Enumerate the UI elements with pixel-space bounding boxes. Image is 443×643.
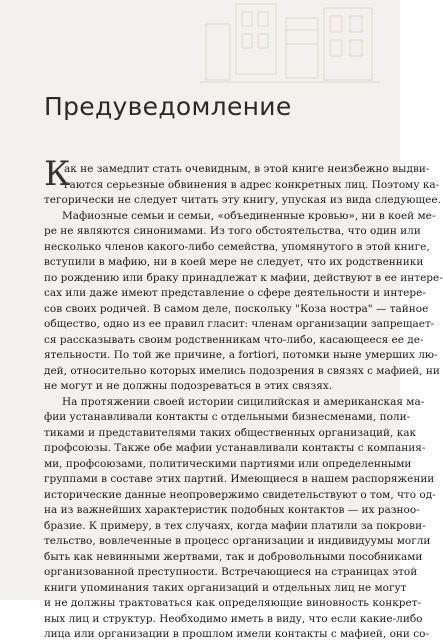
text-line: организованной преступности. Встречающиеся на страницах этой <box>44 566 418 578</box>
text-line: общество, одно из ее правил гласит: членам организации запрещает- <box>44 318 435 330</box>
body-text <box>44 154 443 643</box>
faded-header-illustration <box>0 0 400 105</box>
text-line: не могут и не должны подозреваться в этих связях. <box>44 380 333 392</box>
text-line: ак не замедлит стать очевидным, в этой книге неизбежно выдви- <box>64 163 430 175</box>
text-line: ся рассказывать своим родственникам что-либо, касающееся ее де- <box>44 333 424 346</box>
text-line: исторические данные неопровержимо свидетельствуют о том, что од- <box>44 488 436 501</box>
text-line: ре не являются синонимами. Из того обстоятельства, что один или <box>44 225 421 237</box>
text-line: лица или организации в прошлом имели контакты с мафией, они со- <box>44 628 430 640</box>
text-line: вступили в мафию, ни в коей мере не следует, что их родственники <box>44 256 424 268</box>
text-line: бразие. К примеру, в тех случаях, когда мафии платили за покрови- <box>44 519 426 532</box>
text-line: тиками и представителями таких общественных организаций, как <box>44 426 417 439</box>
text-line: дей, относительно которых имелись подозрения в связях с мафией, ни <box>44 364 440 377</box>
text-line: фии устанавливали контакты с отдельными бизнесменами, поли- <box>44 411 411 423</box>
text-line: профсоюзы. Также обе мафии устанавливали контакты с компания- <box>44 442 426 454</box>
text-line: по рождению или браку принадлежат к мафии, действуют в ее интере- <box>44 271 443 284</box>
text-line: гаются серьезные обвинения в адрес конкретных лиц. Поэтому ка- <box>64 178 440 191</box>
text-line: сов своих родичей. В самом деле, поскольку "Коза ностра" — тайное <box>44 302 429 315</box>
text-line: тельство, вовлеченные в процесс организации и индивидуумы могли <box>44 535 431 547</box>
text-line: тегорически не следует читать эту книгу, упуская из вида следующее. <box>44 194 441 206</box>
page-heading: Предуведомление <box>44 92 292 121</box>
text-line: На протяжении своей истории сицилийская и американская ма- <box>62 395 425 408</box>
drop-cap: К <box>44 154 71 194</box>
text-line: ных лиц и структур. Необходимо иметь в виду, что если какие-либо <box>44 612 423 625</box>
text-line: сах или даже имеют представление о сфере деятельности и интере- <box>44 287 426 299</box>
text-line: группами в составе этих партий. Имеющиеся в нашем распоряжении <box>44 473 435 485</box>
text-line: ятельности. По той же причине, a fortiori, потомки ныне умерших лю- <box>44 349 438 361</box>
text-line: книги упоминания таких организаций и отдельных лиц не могут <box>44 581 407 594</box>
text-line: и не должны трактоваться как определяющие виновность конкрет- <box>44 597 422 609</box>
text-line: быть как невинными жертвами, так и добровольными пособниками <box>44 550 423 563</box>
text-line: на из важнейших характеристик подобных контактов — их разноо- <box>44 504 420 516</box>
text-line: ми, профсоюзами, политическими партиями или определенными <box>44 457 412 470</box>
text-line: Мафиозные семьи и семьи, «объединенные кровью», ни в коей ме- <box>62 209 436 222</box>
text-line: несколько членов какого-либо семейства, упомянутого в этой книге, <box>44 240 430 253</box>
